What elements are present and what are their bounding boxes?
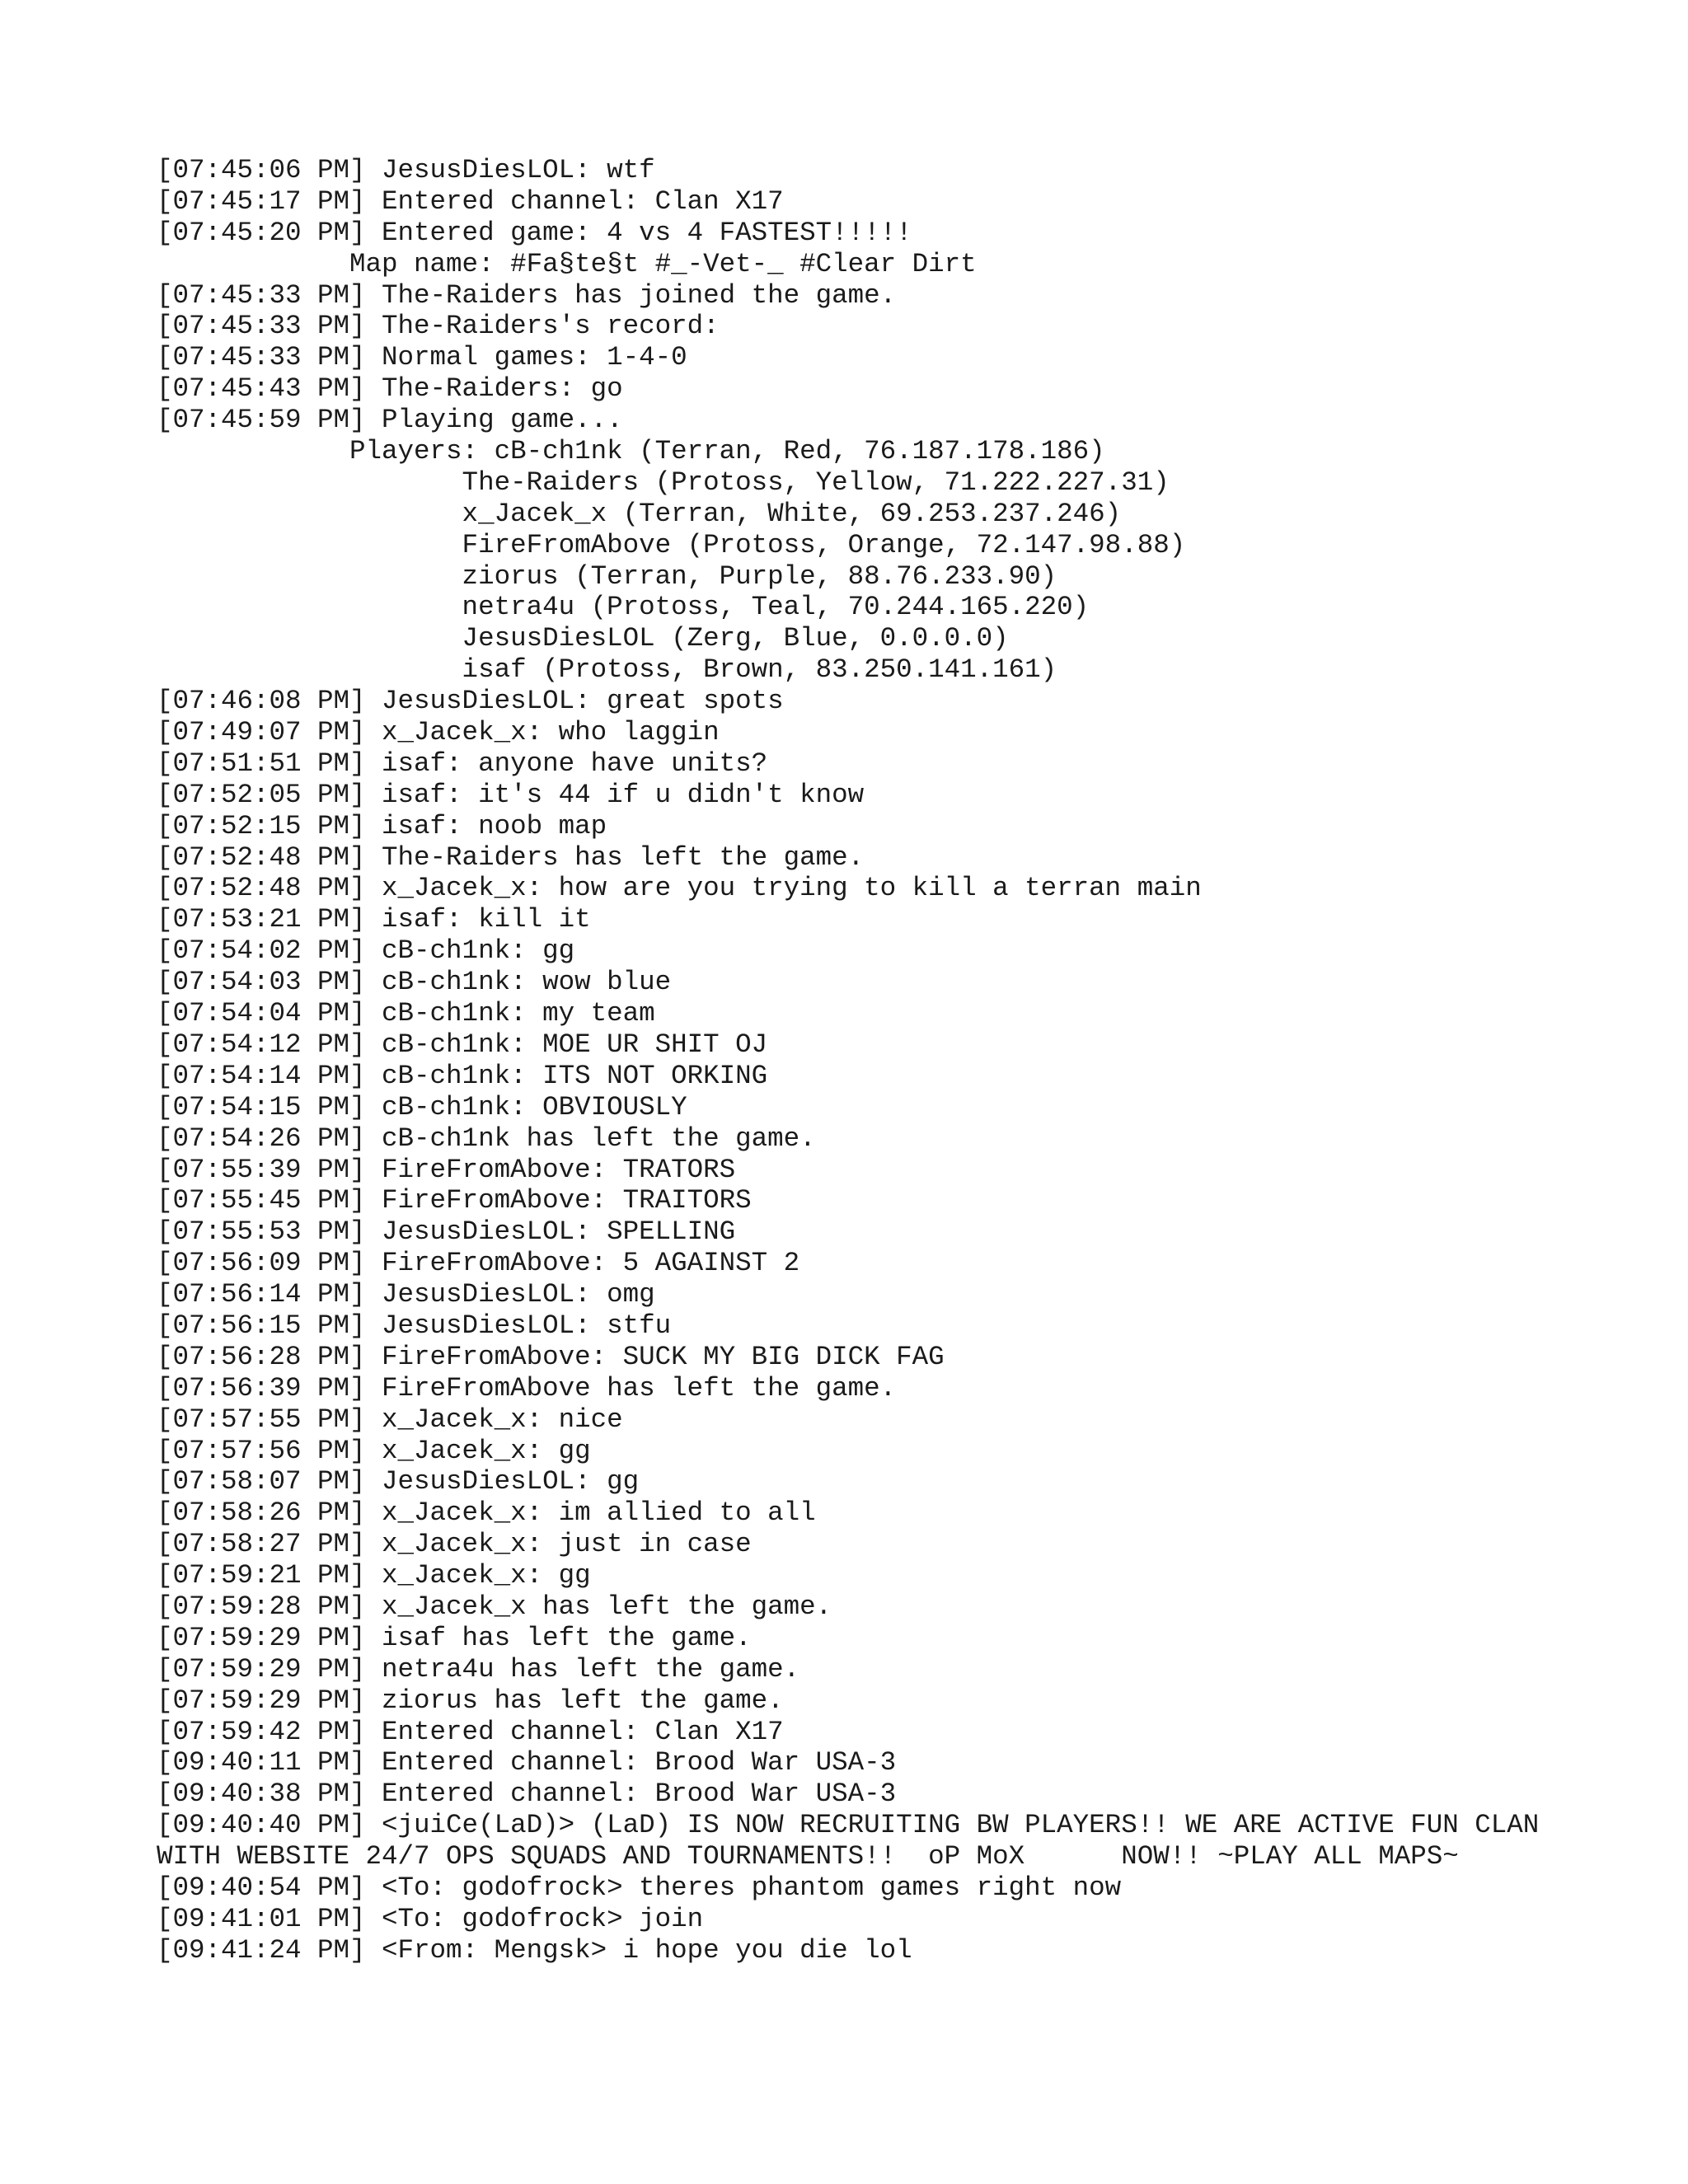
log-line: [07:45:33 PM] Normal games: 1-4-0: [157, 342, 687, 373]
log-line: FireFromAbove (Protoss, Orange, 72.147.98.88): [157, 529, 1186, 560]
log-line: [07:56:09 PM] FireFromAbove: 5 AGAINST 2: [157, 1248, 800, 1279]
log-line: [07:45:59 PM] Playing game...: [157, 405, 623, 436]
chat-log: [157, 155, 1555, 1966]
log-line: [07:59:42 PM] Entered channel: Clan X17: [157, 1716, 784, 1747]
log-line: JesusDiesLOL (Zerg, Blue, 0.0.0.0): [157, 623, 1009, 654]
log-line: [07:45:33 PM] The-Raiders's record:: [157, 311, 720, 342]
log-line: [07:45:20 PM] Entered game: 4 vs 4 FASTEST!!!!!: [157, 217, 912, 248]
log-line: [09:40:38 PM] Entered channel: Brood War USA-3: [157, 1779, 897, 1810]
log-line: isaf (Protoss, Brown, 83.250.141.161): [157, 654, 1057, 686]
log-line: [07:46:08 PM] JesusDiesLOL: great spots: [157, 686, 784, 717]
log-line: [07:54:03 PM] cB-ch1nk: wow blue: [157, 967, 672, 998]
log-line: [07:52:48 PM] x_Jacek_x: how are you trying to kill a terran main: [157, 873, 1202, 904]
log-line: [07:56:15 PM] JesusDiesLOL: stfu: [157, 1310, 672, 1341]
log-line: [07:58:26 PM] x_Jacek_x: im allied to all: [157, 1497, 816, 1529]
log-line: [07:54:12 PM] cB-ch1nk: MOE UR SHIT OJ: [157, 1029, 768, 1060]
log-line: [07:56:39 PM] FireFromAbove has left the game.: [157, 1372, 897, 1404]
log-line: [07:45:17 PM] Entered channel: Clan X17: [157, 185, 784, 217]
log-line: [07:59:21 PM] x_Jacek_x: gg: [157, 1560, 591, 1591]
log-line: [07:54:15 PM] cB-ch1nk: OBVIOUSLY: [157, 1091, 687, 1122]
log-line: ziorus (Terran, Purple, 88.76.233.90): [157, 560, 1057, 592]
log-line: [07:49:07 PM] x_Jacek_x: who laggin: [157, 717, 720, 748]
chat-log-page: [157, 155, 1555, 1966]
log-line: [07:59:29 PM] ziorus has left the game.: [157, 1685, 784, 1716]
log-line: [07:52:48 PM] The-Raiders has left the game.: [157, 841, 865, 873]
log-line: [07:54:04 PM] cB-ch1nk: my team: [157, 998, 655, 1029]
log-line: [07:58:07 PM] JesusDiesLOL: gg: [157, 1466, 640, 1497]
log-line: netra4u (Protoss, Teal, 70.244.165.220): [157, 592, 1090, 623]
log-line: [07:53:21 PM] isaf: kill it: [157, 904, 591, 935]
log-line: [09:40:11 PM] Entered channel: Brood War USA-3: [157, 1747, 897, 1779]
log-line: [07:57:56 PM] x_Jacek_x: gg: [157, 1435, 591, 1466]
log-line: [07:55:53 PM] JesusDiesLOL: SPELLING: [157, 1216, 736, 1248]
log-line: [07:56:14 PM] JesusDiesLOL: omg: [157, 1279, 655, 1310]
log-line: [07:45:06 PM] JesusDiesLOL: wtf: [157, 155, 655, 185]
log-line: Map name: #Fa§te§t #_-Vet-_ #Clear Dirt: [157, 248, 977, 279]
log-line: Players: cB-ch1nk (Terran, Red, 76.187.178.186): [157, 436, 1105, 467]
log-line: [09:40:40 PM] <juiCe(LaD)> (LaD) IS NOW RECRUITING BW PLAYERS!! WE ARE ACTIVE FUN CLAN WITH WEBSITE 24/7 OPS SQUADS AND TOURNAMENTS!! oP MoX NOW!! ~PLAY ALL MAPS~: [157, 1810, 1555, 1872]
log-line: [07:54:26 PM] cB-ch1nk has left the game.: [157, 1122, 816, 1154]
log-line: [07:54:02 PM] cB-ch1nk: gg: [157, 935, 575, 967]
log-line: [07:58:27 PM] x_Jacek_x: just in case: [157, 1529, 752, 1560]
log-line: [09:40:54 PM] <To: godofrock> theres phantom games right now: [157, 1872, 1122, 1904]
log-line: [07:57:55 PM] x_Jacek_x: nice: [157, 1404, 623, 1435]
log-line: [09:41:01 PM] <To: godofrock> join: [157, 1903, 704, 1934]
log-line: [09:41:24 PM] <From: Mengsk> i hope you die lol: [157, 1934, 912, 1966]
log-line: [07:51:51 PM] isaf: anyone have units?: [157, 748, 768, 779]
log-line: [07:55:39 PM] FireFromAbove: TRATORS: [157, 1154, 736, 1185]
log-line: The-Raiders (Protoss, Yellow, 71.222.227.31): [157, 466, 1170, 498]
log-line: [07:52:15 PM] isaf: noob map: [157, 810, 607, 841]
log-line: [07:54:14 PM] cB-ch1nk: ITS NOT ORKING: [157, 1060, 768, 1091]
log-line: [07:52:05 PM] isaf: it's 44 if u didn't know: [157, 779, 865, 810]
log-line: [07:59:29 PM] isaf has left the game.: [157, 1622, 752, 1653]
log-line: [07:55:45 PM] FireFromAbove: TRAITORS: [157, 1185, 752, 1216]
log-line: [07:56:28 PM] FireFromAbove: SUCK MY BIG DICK FAG: [157, 1341, 945, 1372]
log-line: [07:59:29 PM] netra4u has left the game.: [157, 1653, 800, 1685]
log-line: x_Jacek_x (Terran, White, 69.253.237.246): [157, 498, 1122, 529]
log-line: [07:45:33 PM] The-Raiders has joined the game.: [157, 279, 897, 311]
log-line: [07:45:43 PM] The-Raiders: go: [157, 373, 623, 405]
log-line: [07:59:28 PM] x_Jacek_x has left the game.: [157, 1591, 832, 1622]
